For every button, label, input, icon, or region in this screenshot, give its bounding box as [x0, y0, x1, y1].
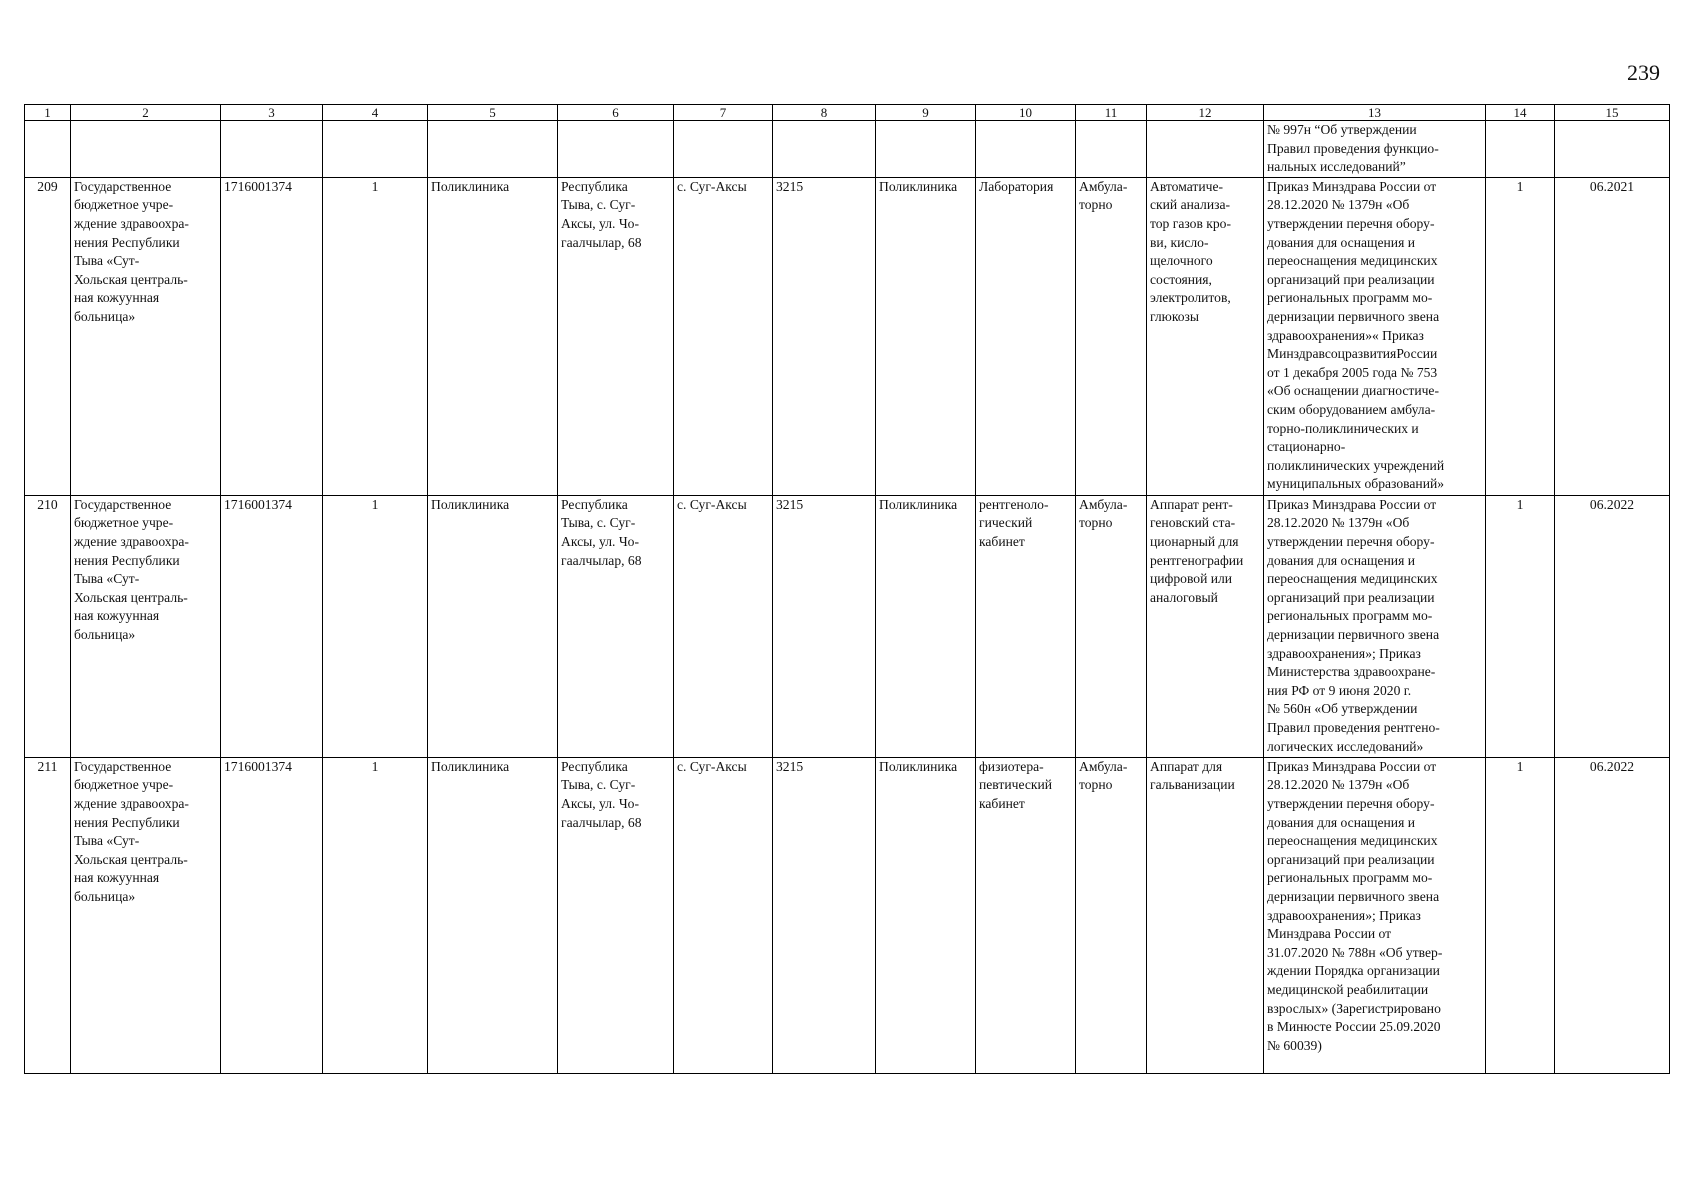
column-header: 8	[773, 105, 876, 121]
table-row	[25, 495, 1670, 757]
page-number: 239	[1627, 60, 1660, 85]
col4-cell: 1	[323, 495, 428, 757]
facility-type: Поликлиника	[428, 177, 558, 495]
code-cell: 3215	[773, 495, 876, 757]
column-header: 12	[1147, 105, 1264, 121]
equipment-cell: Аппарат для гальванизации	[1147, 757, 1264, 1073]
department-cell: физиотера- певтический кабинет	[976, 757, 1076, 1073]
inn-cell: 1716001374	[221, 757, 323, 1073]
inn-cell: 1716001374	[221, 177, 323, 495]
facility-type: Поликлиника	[428, 495, 558, 757]
unit-cell: Поликлиника	[876, 177, 976, 495]
facility-type: Поликлиника	[428, 757, 558, 1073]
settlement-cell: с. Суг-Аксы	[674, 495, 773, 757]
column-header: 15	[1555, 105, 1670, 121]
continuation-row	[25, 121, 1670, 178]
column-header: 5	[428, 105, 558, 121]
table-row	[25, 177, 1670, 495]
quantity-cell: 1	[1486, 757, 1555, 1073]
equipment-cell: Аппарат рент- геновский ста- ционарный для рентгенографии цифровой или аналоговый	[1147, 495, 1264, 757]
column-header: 6	[558, 105, 674, 121]
legal-basis-cell: Приказ Минздрава России от 28.12.2020 № 1379н «Об утверждении перечня обору- дования для оснащения и переоснащения медицинских организаций при реализации региональных программ мо- дернизации первичного звена здравоохранения»« Приказ МинздравсоцразвитияРоссии от 1 декабря 2005 года № 753 «Об оснащении диагностиче- ским оборудованием амбула- торно-поликлинических и стационарно- поликлинических учреждений муниципальных образований»	[1264, 177, 1486, 495]
code-cell: 3215	[773, 177, 876, 495]
column-header: 1	[25, 105, 71, 121]
column-header: 11	[1076, 105, 1147, 121]
address-cell: Республика Тыва, с. Суг- Аксы, ул. Чо- гаалчылар, 68	[558, 177, 674, 495]
organization-name: Государственное бюджетное учре- ждение здравоохра- нения Республики Тыва «Сут- Хольская централь- ная кожуунная больница»	[71, 177, 221, 495]
col4-cell: 1	[323, 757, 428, 1073]
table-row	[25, 757, 1670, 1073]
column-header: 2	[71, 105, 221, 121]
settlement-cell: с. Суг-Аксы	[674, 177, 773, 495]
quantity-cell: 1	[1486, 177, 1555, 495]
code-cell: 3215	[773, 757, 876, 1073]
care-mode-cell: Амбула- торно	[1076, 495, 1147, 757]
department-cell: рентгеноло- гический кабинет	[976, 495, 1076, 757]
unit-cell: Поликлиника	[876, 495, 976, 757]
column-header: 13	[1264, 105, 1486, 121]
unit-cell: Поликлиника	[876, 757, 976, 1073]
column-header: 3	[221, 105, 323, 121]
legal-basis-cell: Приказ Минздрава России от 28.12.2020 № 1379н «Об утверждении перечня обору- дования для оснащения и переоснащения медицинских организаций при реализации региональных программ мо- дернизации первичного звена здравоохранения»; Приказ Минздрава России от 31.07.2020 № 788н «Об утвер- ждении Порядка организации медицинской реабилитации взрослых» (Зарегистрировано в Минюсте России 25.09.2020 № 60039)	[1264, 757, 1486, 1073]
column-header: 14	[1486, 105, 1555, 121]
column-header: 7	[674, 105, 773, 121]
date-cell: 06.2021	[1555, 177, 1670, 495]
legal-basis-cell: Приказ Минздрава России от 28.12.2020 № 1379н «Об утверждении перечня обору- дования для оснащения и переоснащения медицинских организаций при реализации региональных программ мо- дернизации первичного звена здравоохранения»; Приказ Министерства здравоохране- ния РФ от 9 июня 2020 г. № 560н «Об утверждении Правил проведения рентгено- логических исследований»	[1264, 495, 1486, 757]
department-cell: Лаборатория	[976, 177, 1076, 495]
address-cell: Республика Тыва, с. Суг- Аксы, ул. Чо- гаалчылар, 68	[558, 495, 674, 757]
column-header: 10	[976, 105, 1076, 121]
settlement-cell: с. Суг-Аксы	[674, 757, 773, 1073]
row-number: 210	[25, 495, 71, 757]
column-header: 9	[876, 105, 976, 121]
date-cell: 06.2022	[1555, 495, 1670, 757]
column-number-row	[25, 105, 1670, 121]
equipment-cell: Автоматиче- ский анализа- тор газов кро- ви, кисло- щелочного состояния, электролитов, глюкозы	[1147, 177, 1264, 495]
quantity-cell: 1	[1486, 495, 1555, 757]
organization-name: Государственное бюджетное учре- ждение здравоохра- нения Республики Тыва «Сут- Хольская централь- ная кожуунная больница»	[71, 757, 221, 1073]
inn-cell: 1716001374	[221, 495, 323, 757]
col4-cell: 1	[323, 177, 428, 495]
row-number: 209	[25, 177, 71, 495]
legal-basis-cell: № 997н “Об утверждении Правил проведения функцио- нальных исследований”	[1264, 121, 1486, 178]
address-cell: Республика Тыва, с. Суг- Аксы, ул. Чо- гаалчылар, 68	[558, 757, 674, 1073]
date-cell: 06.2022	[1555, 757, 1670, 1073]
care-mode-cell: Амбула- торно	[1076, 757, 1147, 1073]
column-header: 4	[323, 105, 428, 121]
care-mode-cell: Амбула- торно	[1076, 177, 1147, 495]
row-number: 211	[25, 757, 71, 1073]
equipment-table	[24, 104, 1670, 1074]
organization-name: Государственное бюджетное учре- ждение здравоохра- нения Республики Тыва «Сут- Хольская централь- ная кожуунная больница»	[71, 495, 221, 757]
